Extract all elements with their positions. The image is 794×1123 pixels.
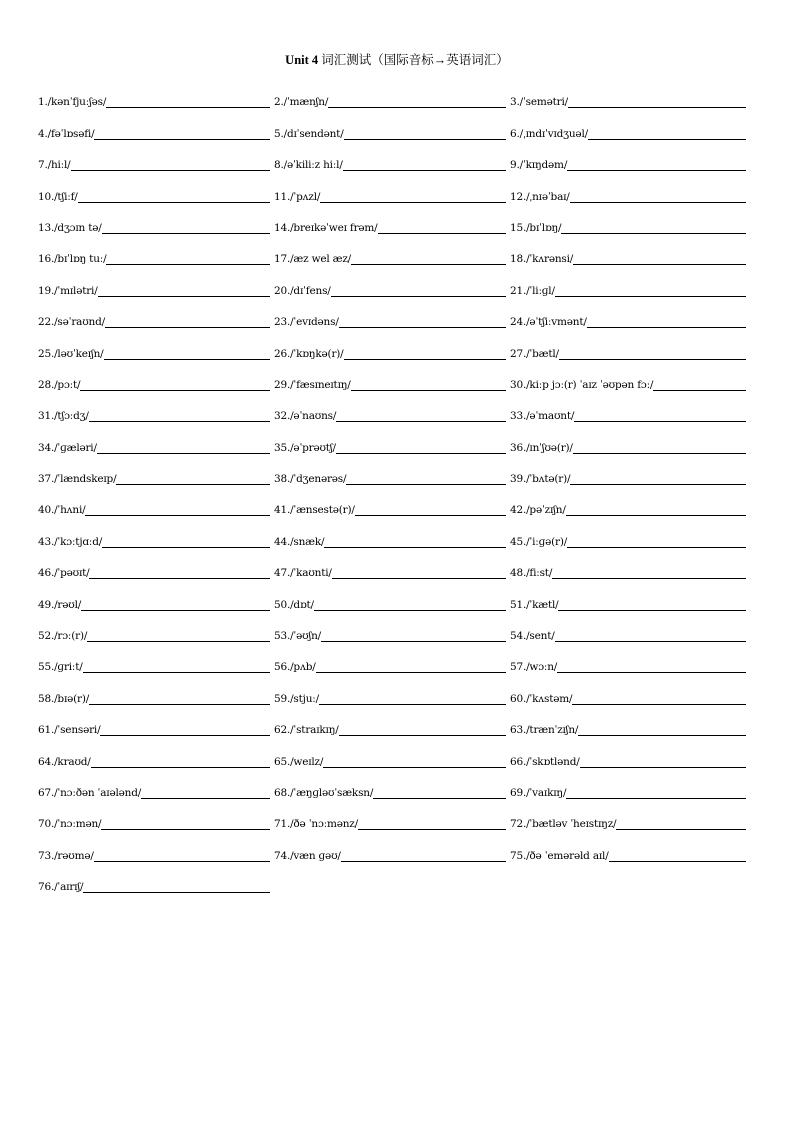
phonetic-prompt: 44./snæk/ (274, 535, 325, 548)
phonetic-prompt: 60./ˈkʌstəm/ (510, 692, 573, 705)
quiz-item (274, 555, 510, 586)
answer-blank[interactable] (552, 577, 746, 579)
answer-blank[interactable] (100, 734, 270, 736)
answer-blank[interactable] (343, 169, 506, 171)
quiz-item (38, 429, 274, 460)
phonetic-prompt: 72./ˈbætləv ˈheɪstɪŋz/ (510, 818, 617, 831)
answer-blank[interactable] (94, 860, 270, 862)
phonetic-prompt: 59./stjuː/ (274, 692, 319, 705)
answer-blank[interactable] (561, 232, 746, 234)
quiz-item (510, 304, 746, 335)
phonetic-prompt: 73./rəʊmə/ (38, 849, 94, 862)
answer-blank[interactable] (141, 797, 270, 799)
answer-blank[interactable] (341, 860, 506, 862)
answer-blank[interactable] (71, 169, 270, 171)
answer-blank[interactable] (101, 828, 270, 830)
answer-blank[interactable] (106, 106, 270, 108)
quiz-item (38, 178, 274, 209)
quiz-item (274, 775, 510, 806)
quiz-item (510, 178, 746, 209)
answer-blank[interactable] (355, 514, 506, 516)
phonetic-prompt: 64./kraʊd/ (38, 755, 91, 768)
quiz-item (38, 806, 274, 837)
quiz-item (510, 241, 746, 272)
answer-blank[interactable] (316, 671, 506, 673)
phonetic-prompt: 75./ðə ˈemərəld aɪl/ (510, 849, 609, 862)
answer-blank[interactable] (94, 138, 270, 140)
answer-blank[interactable] (89, 420, 270, 422)
phonetic-prompt: 34./ˈɡæləri/ (38, 441, 97, 454)
quiz-item (274, 398, 510, 429)
answer-blank[interactable] (97, 452, 270, 454)
answer-blank[interactable] (98, 295, 270, 297)
quiz-item (510, 147, 746, 178)
quiz-item (38, 775, 274, 806)
phonetic-prompt: 53./ˈəʊʃn/ (274, 630, 321, 643)
quiz-item (274, 649, 510, 680)
phonetic-prompt: 35./əˈprəʊtʃ/ (274, 441, 336, 454)
phonetic-prompt: 46./ˈpəʊɪt/ (38, 567, 90, 580)
phonetic-prompt: 48./fiːst/ (510, 567, 553, 580)
quiz-item (274, 335, 510, 366)
phonetic-prompt: 4./fəˈlɒsəfi/ (38, 127, 95, 140)
answer-blank[interactable] (616, 828, 746, 830)
quiz-item (274, 304, 510, 335)
answer-blank[interactable] (80, 389, 270, 391)
answer-blank[interactable] (567, 546, 746, 548)
quiz-item (510, 115, 746, 146)
answer-blank[interactable] (339, 734, 506, 736)
quiz-item (510, 649, 746, 680)
quiz-item (38, 304, 274, 335)
phonetic-prompt: 47./ˈkaʊnti/ (274, 567, 332, 580)
quiz-item (274, 586, 510, 617)
quiz-item (274, 115, 510, 146)
answer-blank[interactable] (331, 295, 506, 297)
phonetic-prompt: 19./ˈmɪlətri/ (38, 284, 98, 297)
quiz-item (510, 523, 746, 554)
phonetic-prompt: 6./ˌɪndɪˈvɪdʒuəl/ (510, 127, 588, 140)
quiz-item (274, 429, 510, 460)
phonetic-prompt: 14./breɪkəˈweɪ frəm/ (274, 221, 378, 234)
quiz-item (274, 210, 510, 241)
answer-blank[interactable] (653, 389, 746, 391)
quiz-item (38, 869, 274, 900)
quiz-item (38, 84, 274, 115)
answer-blank[interactable] (587, 326, 746, 328)
vocabulary-quiz-list (38, 84, 746, 900)
phonetic-prompt: 16./bɪˈlɒŋ tuː/ (38, 253, 107, 266)
quiz-item (274, 272, 510, 303)
answer-blank[interactable] (573, 452, 746, 454)
phonetic-prompt: 18./ˈkʌrənsi/ (510, 253, 574, 266)
answer-blank[interactable] (557, 671, 746, 673)
answer-blank[interactable] (573, 263, 746, 265)
quiz-item (38, 335, 274, 366)
phonetic-prompt: 63./trænˈzɪʃn/ (510, 724, 579, 737)
answer-blank[interactable] (574, 420, 746, 422)
phonetic-prompt: 32./əˈnaʊns/ (274, 410, 337, 423)
answer-blank[interactable] (319, 703, 506, 705)
quiz-item (510, 429, 746, 460)
quiz-item (510, 618, 746, 649)
phonetic-prompt: 70./ˈnɔːmən/ (38, 818, 102, 831)
quiz-item (274, 461, 510, 492)
phonetic-prompt: 11./ˈpʌzl/ (274, 190, 321, 203)
answer-blank[interactable] (323, 766, 506, 768)
answer-blank[interactable] (314, 609, 506, 611)
answer-blank[interactable] (332, 577, 506, 579)
quiz-item (510, 775, 746, 806)
phonetic-prompt: 8./əˈkiliːz hiːl/ (274, 159, 343, 172)
answer-blank[interactable] (81, 609, 270, 611)
quiz-item (510, 680, 746, 711)
phonetic-prompt: 22./səˈraʊnd/ (38, 316, 105, 329)
phonetic-prompt: 67./ˈnɔːðən ˈaɪələnd/ (38, 786, 142, 799)
answer-blank[interactable] (346, 483, 506, 485)
quiz-item (38, 743, 274, 774)
phonetic-prompt: 41./ˈænsestə(r)/ (274, 504, 355, 517)
answer-blank[interactable] (609, 860, 746, 862)
phonetic-prompt: 13./dʒɔɪn tə/ (38, 221, 102, 234)
answer-blank[interactable] (351, 263, 506, 265)
answer-blank[interactable] (570, 483, 746, 485)
answer-blank[interactable] (91, 766, 270, 768)
phonetic-prompt: 58./bɪə(r)/ (38, 692, 90, 705)
quiz-item (38, 712, 274, 743)
answer-blank[interactable] (339, 326, 506, 328)
phonetic-prompt: 62./ˈstraɪkɪŋ/ (274, 724, 339, 737)
answer-blank[interactable] (321, 640, 506, 642)
quiz-item (274, 178, 510, 209)
answer-blank[interactable] (578, 734, 746, 736)
answer-blank[interactable] (85, 514, 270, 516)
quiz-item (510, 806, 746, 837)
quiz-item (274, 806, 510, 837)
phonetic-prompt: 23./ˈevɪdəns/ (274, 316, 339, 329)
phonetic-prompt: 2./ˈmænʃn/ (274, 96, 329, 109)
answer-blank[interactable] (566, 797, 746, 799)
answer-blank[interactable] (558, 609, 746, 611)
answer-blank[interactable] (336, 452, 506, 454)
phonetic-prompt: 71./ðə ˈnɔːmənz/ (274, 818, 358, 831)
page-title (0, 50, 794, 68)
quiz-item (510, 712, 746, 743)
quiz-item (510, 335, 746, 366)
answer-blank[interactable] (559, 358, 746, 360)
quiz-item (38, 680, 274, 711)
phonetic-prompt: 9./ˈkɪŋdəm/ (510, 159, 568, 172)
answer-blank[interactable] (102, 232, 270, 234)
answer-blank[interactable] (336, 420, 506, 422)
phonetic-prompt: 24./əˈtʃiːvmənt/ (510, 316, 587, 329)
quiz-item (274, 712, 510, 743)
title-suffix: 词汇测试（国际音标→英语词汇） (321, 53, 509, 67)
quiz-item (510, 272, 746, 303)
answer-blank[interactable] (116, 483, 270, 485)
phonetic-prompt: 17./æz wel æz/ (274, 253, 352, 266)
phonetic-prompt: 36./ɪnˈʃʊə(r)/ (510, 441, 573, 454)
quiz-item (510, 743, 746, 774)
phonetic-prompt: 74./væn ɡəʊ/ (274, 849, 341, 862)
phonetic-prompt: 12./ˌnɪəˈbaɪ/ (510, 190, 570, 203)
phonetic-prompt: 33./əˈmaʊnt/ (510, 410, 575, 423)
answer-blank[interactable] (328, 106, 506, 108)
quiz-item (510, 461, 746, 492)
quiz-item (38, 147, 274, 178)
quiz-item (274, 84, 510, 115)
phonetic-prompt: 26./ˈkɒŋkə(r)/ (274, 347, 344, 360)
quiz-item (38, 210, 274, 241)
quiz-item (274, 680, 510, 711)
quiz-item (510, 210, 746, 241)
answer-blank[interactable] (568, 106, 746, 108)
phonetic-prompt: 42./pəˈzɪʃn/ (510, 504, 566, 517)
quiz-item (38, 115, 274, 146)
phonetic-prompt: 21./ˈliːɡl/ (510, 284, 555, 297)
phonetic-prompt: 55./ɡriːt/ (38, 661, 83, 674)
quiz-item (274, 743, 510, 774)
answer-blank[interactable] (351, 389, 506, 391)
phonetic-prompt: 43./ˈkɔːtjɑːd/ (38, 535, 103, 548)
phonetic-prompt: 56./pʌb/ (274, 661, 316, 674)
quiz-item (510, 492, 746, 523)
answer-blank[interactable] (570, 201, 746, 203)
answer-blank[interactable] (572, 703, 746, 705)
answer-blank[interactable] (102, 546, 270, 548)
phonetic-prompt: 3./ˈsemətri/ (510, 96, 568, 109)
quiz-item (38, 586, 274, 617)
quiz-item (38, 367, 274, 398)
answer-blank[interactable] (344, 138, 506, 140)
quiz-item (38, 461, 274, 492)
quiz-item (510, 398, 746, 429)
phonetic-prompt: 27./ˈbætl/ (510, 347, 559, 360)
quiz-item (38, 272, 274, 303)
quiz-item (510, 84, 746, 115)
phonetic-prompt: 7./hiːl/ (38, 159, 71, 172)
phonetic-prompt: 45./ˈiːɡə(r)/ (510, 535, 568, 548)
phonetic-prompt: 28./pɔːt/ (38, 378, 81, 391)
phonetic-prompt: 69./ˈvaɪkɪŋ/ (510, 786, 567, 799)
phonetic-prompt: 68./ˈæŋɡləʊˈsæksn/ (274, 786, 374, 799)
quiz-item (274, 837, 510, 868)
quiz-item (38, 555, 274, 586)
answer-blank[interactable] (89, 577, 270, 579)
answer-blank[interactable] (344, 358, 507, 360)
quiz-item (38, 241, 274, 272)
quiz-item (38, 837, 274, 868)
answer-blank[interactable] (78, 201, 270, 203)
answer-blank[interactable] (588, 138, 746, 140)
phonetic-prompt: 39./ˈbʌtə(r)/ (510, 473, 571, 486)
phonetic-prompt: 66./ˈskɒtlənd/ (510, 755, 580, 768)
answer-blank[interactable] (87, 640, 270, 642)
phonetic-prompt: 30./kiːp jɔː(r) ˈaɪz ˈəʊpən fɔː/ (510, 378, 654, 391)
phonetic-prompt: 10./tʃiːf/ (38, 190, 78, 203)
phonetic-prompt: 52./rɔː(r)/ (38, 630, 88, 643)
answer-blank[interactable] (104, 358, 271, 360)
quiz-item (274, 618, 510, 649)
phonetic-prompt: 76./ˈaɪrɪʃ/ (38, 881, 84, 894)
quiz-item (510, 586, 746, 617)
answer-blank[interactable] (83, 891, 270, 893)
quiz-item (274, 492, 510, 523)
phonetic-prompt: 15./bɪˈlɒŋ/ (510, 221, 562, 234)
quiz-item (510, 555, 746, 586)
answer-blank[interactable] (566, 514, 746, 516)
answer-blank[interactable] (324, 546, 506, 548)
phonetic-prompt: 20./dɪˈfens/ (274, 284, 331, 297)
title-main: Unit 4 (285, 53, 319, 67)
phonetic-prompt: 61./ˈsensəri/ (38, 724, 101, 737)
phonetic-prompt: 38./ˈdʒenərəs/ (274, 473, 347, 486)
phonetic-prompt: 50./dɒt/ (274, 598, 314, 611)
quiz-item (38, 649, 274, 680)
phonetic-prompt: 49./rəʊl/ (38, 598, 82, 611)
answer-blank[interactable] (567, 169, 746, 171)
quiz-item (38, 492, 274, 523)
answer-blank[interactable] (373, 797, 506, 799)
quiz-item (38, 398, 274, 429)
phonetic-prompt: 5./dɪˈsendənt/ (274, 127, 344, 140)
answer-blank[interactable] (106, 263, 270, 265)
quiz-item (274, 147, 510, 178)
phonetic-prompt: 54./sent/ (510, 630, 555, 643)
phonetic-prompt: 29./ˈfæsɪneɪtɪŋ/ (274, 378, 351, 391)
quiz-item (274, 523, 510, 554)
phonetic-prompt: 25./ləʊˈkeɪʃn/ (38, 347, 104, 360)
quiz-item (274, 367, 510, 398)
quiz-item (38, 523, 274, 554)
phonetic-prompt: 1./kənˈfjuːʃəs/ (38, 96, 107, 109)
phonetic-prompt: 37./ˈlændskeɪp/ (38, 473, 117, 486)
answer-blank[interactable] (83, 671, 270, 673)
answer-blank[interactable] (555, 640, 746, 642)
answer-blank[interactable] (358, 828, 506, 830)
phonetic-prompt: 57./wɔːn/ (510, 661, 558, 674)
quiz-item (510, 837, 746, 868)
answer-blank[interactable] (89, 703, 270, 705)
answer-blank[interactable] (378, 232, 506, 234)
answer-blank[interactable] (320, 201, 506, 203)
phonetic-prompt: 31./tʃɔːdʒ/ (38, 410, 89, 423)
quiz-item (274, 241, 510, 272)
phonetic-prompt: 65./weɪlz/ (274, 755, 324, 768)
quiz-item (510, 367, 746, 398)
phonetic-prompt: 40./ˈhʌni/ (38, 504, 86, 517)
answer-blank[interactable] (555, 295, 746, 297)
quiz-item (38, 618, 274, 649)
phonetic-prompt: 51./ˈkætl/ (510, 598, 559, 611)
answer-blank[interactable] (580, 766, 746, 768)
answer-blank[interactable] (105, 326, 270, 328)
